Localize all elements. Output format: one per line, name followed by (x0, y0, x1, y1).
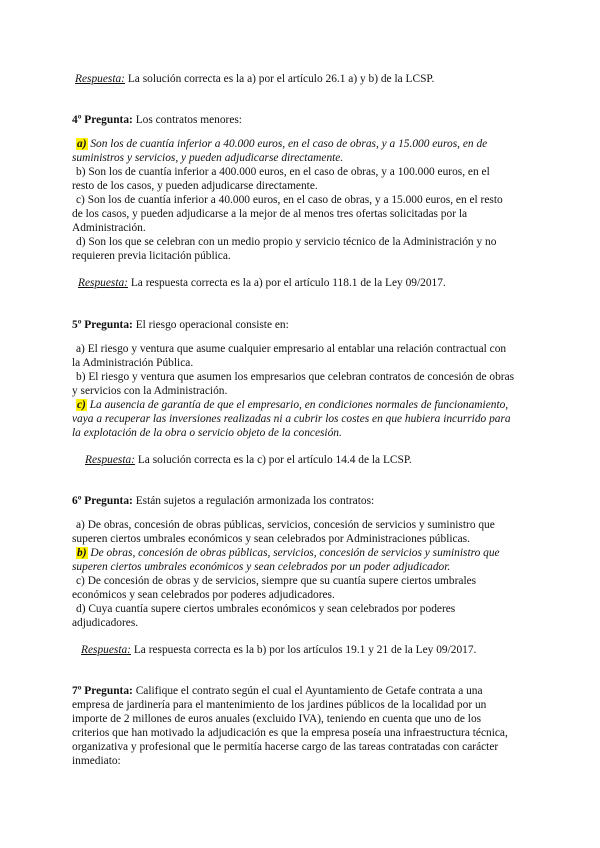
q6-option-b-line-2: superen ciertos umbrales económicos y sean celebrados por un poder adjudicador. (72, 561, 451, 573)
answer-text: La respuesta correcta es la b) por los artículos 19.1 y 21 de la Ley 09/2017. (133, 644, 477, 656)
q6-answer (81, 643, 476, 657)
q7-text-line-4: criterios que han motivado la adjudicación es que la empresa poseía una infraestructura técnica, (72, 727, 508, 739)
question-number: 7º Pregunta: (72, 685, 133, 697)
q6-option-d-line-2: adjudicadores. (72, 617, 139, 629)
q5-option-a-line-2: la Administración Pública. (72, 357, 194, 369)
q6-option-c-line-2: económicos y sean celebrados por poderes adjudicadores. (72, 589, 335, 601)
q5-answer (85, 453, 412, 467)
question-number: 5º Pregunta: (72, 319, 133, 331)
q4-option-c-line-3: Administración. (72, 222, 146, 234)
correct-answer-highlight: c) (77, 399, 86, 411)
q7-text-line-2: empresa de jardinería para el mantenimiento de los jardines públicos de la localidad por un (72, 699, 487, 711)
q4-option-d-line-2: requieren previa licitación pública. (72, 250, 231, 262)
q6-option-a-line-1: a) De obras, concesión de obras públicas, servicios, concesión de servicios y suministro que (76, 519, 495, 531)
q7-text-line-6: inmediato: (72, 755, 121, 767)
answer-text: La solución correcta es la c) por el artículo 14.4 de la LCSP. (137, 454, 412, 466)
q7-text-line-3: importe de 2 millones de euros anuales (excluido IVA), teniendo en cuenta que uno de los (72, 713, 482, 725)
q4-option-c-line-1: c) Son los de cuantía inferior a 40.000 euros, en el caso de obras, y a 15.000 euros, en el resto (76, 194, 503, 206)
q4-option-a-line-2: suministros y servicios, y pueden adjudicarse directamente. (72, 152, 344, 164)
q6-option-b-line-1: b) De obras, concesión de obras públicas, servicios, concesión de servicios y suministro que (77, 547, 500, 559)
q4-heading (72, 113, 242, 127)
answer-label: Respuesta: (78, 277, 128, 289)
q5-option-c-line-3: la explotación de la obra o servicio objeto de la concesión. (72, 427, 342, 439)
q5-option-a-line-1: a) El riesgo y ventura que asume cualquier empresario al entablar una relación contractual con (76, 343, 507, 355)
q6-heading (72, 494, 374, 508)
answer-label: Respuesta: (85, 454, 135, 466)
q5-option-b-line-2: y servicios con la Administración. (72, 385, 228, 397)
q4-option-d-line-1: d) Son los que se celebran con un medio propio y servicio técnico de la Administración y no (76, 236, 497, 248)
q5-heading (72, 318, 289, 332)
question-number: 4º Pregunta: (72, 114, 133, 126)
q6-option-c-line-1: c) De concesión de obras y de servicios, siempre que su cuantía supere ciertos umbrales (76, 575, 477, 587)
q4-answer (78, 276, 446, 290)
q3-answer (75, 72, 434, 86)
q4-option-a-line-1: a) Son los de cuantía inferior a 40.000 euros, en el caso de obras, y a 15.000 euros, en de (77, 138, 488, 150)
q6-option-d-line-1: d) Cuya cuantía supere ciertos umbrales económicos y sean celebrados por poderes (76, 603, 456, 615)
q7-text-line-5: organizativa y profesional que le permitía hacerse cargo de las tareas contratadas con carácter (72, 741, 499, 753)
correct-answer-highlight: b) (77, 547, 87, 559)
answer-label: Respuesta: (81, 644, 131, 656)
question-prompt: Están sujetos a regulación armonizada los contratos: (135, 495, 375, 507)
q4-option-b-line-2: resto de los casos, y pueden adjudicarse directamente. (72, 180, 318, 192)
q5-option-c-line-1: c) La ausencia de garantía de que el empresario, en condiciones normales de funcionamiento, (77, 399, 509, 411)
answer-label: Respuesta: (75, 73, 125, 85)
question-prompt: Los contratos menores: (135, 114, 242, 126)
question-number: 6º Pregunta: (72, 495, 133, 507)
question-prompt: El riesgo operacional consiste en: (135, 319, 289, 331)
q4-option-b-line-1: b) Son los de cuantía inferior a 400.000 euros, en el caso de obras, y a 100.000 euros, en el (76, 166, 490, 178)
answer-text: La respuesta correcta es la a) por el artículo 118.1 de la Ley 09/2017. (130, 277, 446, 289)
correct-answer-highlight: a) (77, 138, 87, 150)
q5-option-b-line-1: b) El riesgo y ventura que asumen los empresarios que celebran contratos de concesión de obras (76, 371, 515, 383)
question-text-line-1: Califique el contrato según el cual el Ayuntamiento de Getafe contrata a una (135, 685, 483, 697)
q5-option-c-line-2: vaya a recuperar las inversiones realizadas ni a cubrir los costes en que hubiera incurrido para (72, 413, 511, 425)
answer-text: La solución correcta es la a) por el artículo 26.1 a) y b) de la LCSP. (127, 73, 435, 85)
q7-heading (72, 684, 483, 698)
q4-option-c-line-2: de los casos, y pueden adjudicarse a la mejor de al menos tres ofertas solicitadas por la (72, 208, 468, 220)
q6-option-a-line-2: superen ciertos umbrales económicos y sean celebrados por Administraciones públicas. (72, 533, 470, 545)
